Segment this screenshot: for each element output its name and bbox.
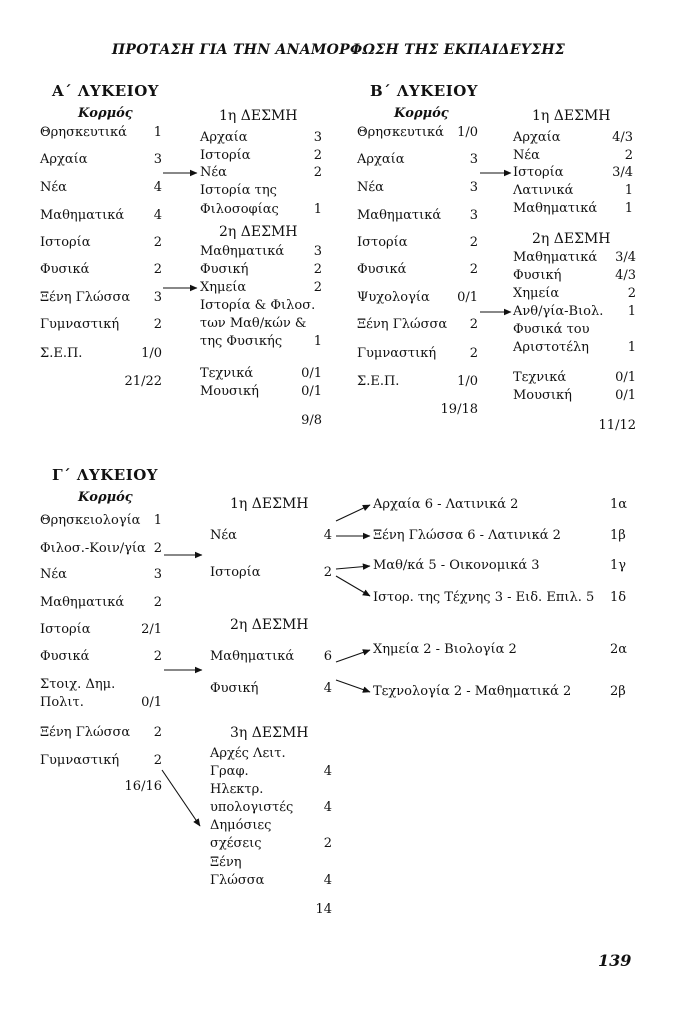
b-d1-row-name: Ιστορία	[513, 165, 564, 180]
a-d2-row-name: της Φυσικής	[200, 334, 283, 349]
b-d1-row-name: Μαθηματικά	[513, 201, 598, 216]
a-d1-row-value: 2	[313, 148, 322, 163]
b-korm-row-value: 0/1	[457, 290, 478, 305]
b-korm-row-value: 2	[469, 346, 478, 361]
c-d1-row-name: Νέα	[210, 528, 237, 543]
c-d3-row-name: Γραφ.	[210, 764, 249, 779]
c-korm-row-name: Ξένη Γλώσσα	[40, 725, 131, 740]
b-d2-row-value: 1	[627, 304, 636, 319]
b-d2-row-value: 2	[627, 286, 636, 301]
a-d2-row-name: Χημεία	[200, 280, 247, 295]
b-korm-row-name: Νέα	[357, 180, 384, 195]
a-korm-row-value: 4	[153, 180, 162, 195]
a-d1-row-value: 2	[313, 165, 322, 180]
c-d3-row-name: υπολογιστές	[210, 800, 294, 815]
c-d2-row-name: Φυσική	[210, 681, 259, 696]
b-korm-row-value: 3	[469, 208, 478, 223]
a-d2-row-name: Μαθηματικά	[200, 244, 285, 259]
c-korm-row-name: Ιστορία	[40, 622, 91, 637]
c-d1-row-value: 2	[323, 565, 332, 580]
b-korm-row-name: Μαθηματικά	[357, 208, 442, 223]
a-d1-row-name: Ιστορία της	[200, 183, 277, 198]
section-a-d2-heading: 2η ΔΕΣΜΗ	[219, 224, 298, 240]
a-korm-row-value: 3	[153, 290, 162, 305]
b-d2-row-name: Ανθ/γία-Βιολ.	[513, 304, 604, 319]
a-korm-row-name: Σ.Ε.Π.	[40, 346, 83, 361]
section-c-d2-heading: 2η ΔΕΣΜΗ	[230, 617, 309, 633]
a-korm-row-value: 4	[153, 208, 162, 223]
b-d1-row-value: 4/3	[612, 130, 633, 145]
c-d3-row-value: 4	[323, 873, 332, 888]
arrow-track-2a	[336, 650, 370, 662]
a-d2-row-value: 2	[313, 262, 322, 277]
c-korm-row-value: 3	[153, 567, 162, 582]
arrow-track-1d	[336, 576, 370, 596]
a-d2-row-value: 3	[313, 244, 322, 259]
track-code: 2α	[610, 642, 628, 657]
b-extra-row-name: Μουσική	[513, 388, 572, 403]
c-korm-row-name: Θρησκειολογία	[40, 513, 141, 528]
a-korm-row-name: Νέα	[40, 180, 67, 195]
a-d1-row-value: 1	[313, 202, 322, 217]
c-d1-row-name: Ιστορία	[210, 565, 261, 580]
arrow-track-1a	[336, 505, 370, 521]
c-korm-row-name: Φυσικά	[40, 649, 90, 664]
a-korm-row-value: 1	[153, 125, 162, 140]
a-d2-row-value: 2	[313, 280, 322, 295]
b-d1-row-value: 1	[624, 183, 633, 198]
b-korm-row-name: Φυσικά	[357, 262, 407, 277]
a-korm-row-name: Θρησκευτικά	[40, 125, 127, 140]
a-korm-row-name: Γυμναστική	[40, 317, 120, 332]
section-b-d1-heading: 1η ΔΕΣΜΗ	[532, 108, 611, 124]
c-d3-row-value: 4	[323, 800, 332, 815]
b-d2-row-value: 3/4	[615, 250, 636, 265]
section-a-korm-label: Κορμός	[78, 106, 133, 121]
a-d1-row-value: 3	[313, 130, 322, 145]
section-a-heading: Α΄ ΛΥΚΕΙΟΥ	[52, 82, 159, 100]
a-d1-row-name: Αρχαία	[200, 130, 248, 145]
track-code: 1β	[610, 528, 626, 543]
a-korm-row-value: 2	[153, 235, 162, 250]
c-korm-row-name: Πολιτ.	[40, 695, 84, 710]
c-korm-row-name: Στοιχ. Δημ.	[40, 677, 116, 692]
c-d3-row-name: Δημόσιες	[210, 818, 272, 833]
section-c-d3-total: 14	[315, 902, 332, 917]
section-c-d1-heading: 1η ΔΕΣΜΗ	[230, 496, 309, 512]
a-d1-row-name: Ιστορία	[200, 148, 251, 163]
track-name: Αρχαία 6 - Λατινικά 2	[373, 497, 519, 512]
a-korm-row-name: Ιστορία	[40, 235, 91, 250]
b-d2-row-name: Μαθηματικά	[513, 250, 598, 265]
b-korm-row-value: 2	[469, 317, 478, 332]
c-korm-row-value: 0/1	[141, 695, 162, 710]
a-d2-row-name: των Μαθ/κών &	[200, 316, 307, 331]
b-korm-row-name: Γυμναστική	[357, 346, 437, 361]
page-number: 139	[598, 951, 632, 970]
section-c-d3-heading: 3η ΔΕΣΜΗ	[230, 725, 309, 741]
a-extra-row-value: 0/1	[301, 366, 322, 381]
b-d2-row-value: 1	[627, 340, 636, 355]
track-code: 1δ	[610, 590, 627, 605]
c-d2-row-value: 4	[323, 681, 332, 696]
b-d2-row-name: Φυσική	[513, 268, 562, 283]
b-d2-row-name: Αριστοτέλη	[513, 340, 589, 355]
a-korm-row-name: Ξένη Γλώσσα	[40, 290, 131, 305]
c-d3-row-name: Ηλεκτρ.	[210, 782, 264, 797]
a-korm-row-value: 2	[153, 262, 162, 277]
b-korm-row-value: 1/0	[457, 374, 478, 389]
a-korm-row-name: Φυσικά	[40, 262, 90, 277]
c-korm-row-value: 2	[153, 541, 162, 556]
b-korm-row-value: 2	[469, 262, 478, 277]
c-korm-row-name: Γυμναστική	[40, 753, 120, 768]
b-d1-row-value: 3/4	[612, 165, 633, 180]
section-b-korm-label: Κορμός	[394, 106, 449, 121]
b-korm-row-value: 2	[469, 235, 478, 250]
c-d3-row-value: 4	[323, 764, 332, 779]
track-code: 1γ	[610, 558, 627, 573]
b-korm-row-name: Ξένη Γλώσσα	[357, 317, 448, 332]
section-a-d1-heading: 1η ΔΕΣΜΗ	[219, 108, 298, 124]
a-extra-row-name: Μουσική	[200, 384, 259, 399]
section-b-total: 11/12	[598, 418, 636, 433]
b-korm-row-name: Θρησκευτικά	[357, 125, 444, 140]
b-d1-row-value: 2	[624, 148, 633, 163]
a-d2-row-name: Ιστορία & Φιλοσ.	[200, 298, 316, 313]
a-korm-row-value: 2	[153, 317, 162, 332]
c-d3-row-name: Γλώσσα	[210, 873, 265, 888]
section-c-korm-label: Κορμός	[78, 490, 133, 505]
arrow-c-d3	[162, 770, 200, 826]
section-b-heading: Β΄ ΛΥΚΕΙΟΥ	[370, 82, 479, 100]
c-d3-row-name: σχέσεις	[210, 836, 262, 851]
section-b-korm-total: 19/18	[440, 402, 478, 417]
a-d1-row-name: Νέα	[200, 165, 227, 180]
b-d2-row-name: Χημεία	[513, 286, 560, 301]
track-code: 1α	[610, 497, 628, 512]
c-d3-row-name: Ξένη	[210, 855, 242, 870]
section-a-total: 9/8	[301, 413, 322, 428]
b-korm-row-name: Ψυχολογία	[357, 290, 430, 305]
c-korm-row-name: Φιλοσ.-Κοιν/γία	[40, 541, 146, 556]
c-korm-row-value: 2	[153, 649, 162, 664]
b-extra-row-name: Τεχνικά	[513, 370, 567, 385]
b-korm-row-name: Αρχαία	[357, 152, 405, 167]
b-d2-row-value: 4/3	[615, 268, 636, 283]
a-korm-row-name: Αρχαία	[40, 152, 88, 167]
a-korm-row-name: Μαθηματικά	[40, 208, 125, 223]
a-extra-row-name: Τεχνικά	[200, 366, 254, 381]
b-korm-row-value: 3	[469, 180, 478, 195]
c-korm-row-value: 2	[153, 595, 162, 610]
c-d2-row-value: 6	[323, 649, 332, 664]
b-d2-row-name: Φυσικά του	[513, 322, 590, 337]
c-d2-row-name: Μαθηματικά	[210, 649, 295, 664]
c-korm-row-value: 1	[153, 513, 162, 528]
a-korm-row-value: 1/0	[141, 346, 162, 361]
c-korm-row-value: 2	[153, 753, 162, 768]
track-name: Χημεία 2 - Βιολογία 2	[373, 642, 517, 657]
c-korm-row-value: 2	[153, 725, 162, 740]
b-korm-row-name: Ιστορία	[357, 235, 408, 250]
b-d1-row-name: Νέα	[513, 148, 540, 163]
arrow-track-2b	[336, 680, 370, 692]
b-extra-row-value: 0/1	[615, 388, 636, 403]
a-extra-row-value: 0/1	[301, 384, 322, 399]
track-name: Τεχνολογία 2 - Μαθηματικά 2	[373, 684, 572, 699]
arrow-track-1g	[336, 566, 370, 569]
b-extra-row-value: 0/1	[615, 370, 636, 385]
c-korm-row-name: Μαθηματικά	[40, 595, 125, 610]
section-c-korm-total: 16/16	[124, 779, 162, 794]
a-d2-row-name: Φυσική	[200, 262, 249, 277]
b-korm-row-value: 3	[469, 152, 478, 167]
section-b-d2-heading: 2η ΔΕΣΜΗ	[532, 231, 611, 247]
c-korm-row-value: 2/1	[141, 622, 162, 637]
track-name: Ξένη Γλώσσα 6 - Λατινικά 2	[373, 528, 561, 543]
b-d1-row-name: Αρχαία	[513, 130, 561, 145]
track-name: Μαθ/κά 5 - Οικονομικά 3	[373, 558, 540, 573]
section-a-korm-total: 21/22	[124, 374, 162, 389]
b-d1-row-value: 1	[624, 201, 633, 216]
page-title: ΠΡΟΤΑΣΗ ΓΙΑ ΤΗΝ ΑΝΑΜΟΡΦΩΣΗ ΤΗΣ ΕΚΠΑΙΔΕΥΣΗΣ	[111, 42, 566, 58]
c-d3-row-name: Αρχές Λειτ.	[210, 746, 286, 761]
track-name: Ιστορ. της Τέχνης 3 - Ειδ. Επιλ. 5	[373, 590, 595, 605]
c-korm-row-name: Νέα	[40, 567, 67, 582]
b-korm-row-value: 1/0	[457, 125, 478, 140]
c-d1-row-value: 4	[323, 528, 332, 543]
a-d2-row-value: 1	[313, 334, 322, 349]
b-korm-row-name: Σ.Ε.Π.	[357, 374, 400, 389]
a-korm-row-value: 3	[153, 152, 162, 167]
track-code: 2β	[610, 684, 626, 699]
a-d1-row-name: Φιλοσοφίας	[200, 202, 279, 217]
b-d1-row-name: Λατινικά	[513, 183, 574, 198]
section-c-heading: Γ΄ ΛΥΚΕΙΟΥ	[52, 466, 158, 484]
c-d3-row-value: 2	[323, 836, 332, 851]
